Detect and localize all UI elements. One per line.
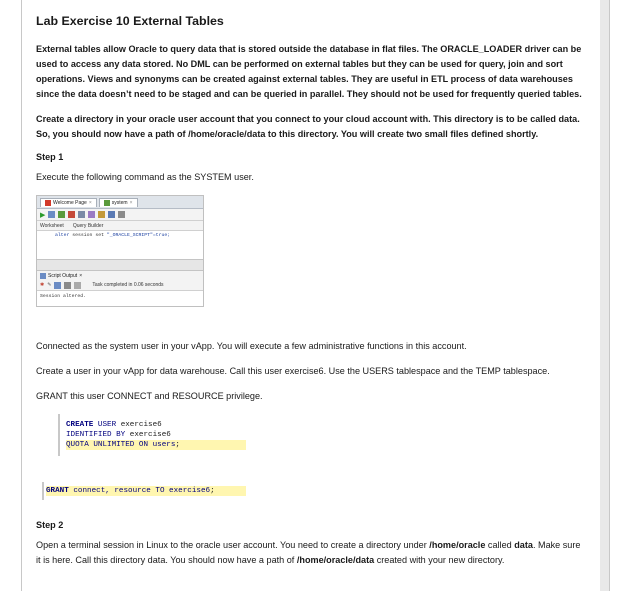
- code-keyword: IDENTIFIED BY: [66, 431, 126, 439]
- document-page: [21, 0, 610, 591]
- task-status: Task completed in 0.06 seconds: [92, 282, 164, 288]
- rollback-icon: [68, 211, 75, 218]
- script-output-tab: [37, 271, 203, 280]
- code-keyword: USER: [93, 421, 117, 429]
- code-line: [66, 430, 246, 440]
- print-icon: [64, 282, 71, 289]
- script-output-icon: [40, 273, 46, 279]
- pane-divider: [37, 259, 203, 271]
- sql-tuning-icon: [98, 211, 105, 218]
- tab-system: [99, 198, 138, 207]
- step1-heading: Step 1: [36, 152, 64, 162]
- sql-developer-screenshot: [36, 195, 204, 307]
- path-home-oracle: /home/oracle: [429, 540, 486, 550]
- step1-text: Execute the following command as the SYSTEM user.: [36, 172, 254, 182]
- save-icon: [54, 282, 61, 289]
- close-icon: ×: [129, 199, 133, 206]
- pencil-icon: ✎: [47, 282, 52, 288]
- code-semicolon: ;: [210, 487, 215, 495]
- worksheet-tabs: [37, 221, 203, 231]
- history-icon: [118, 211, 125, 218]
- code-identifier: users: [148, 441, 176, 449]
- run-script-icon: [48, 211, 55, 218]
- close-icon: ×: [88, 199, 92, 206]
- code-line: [66, 440, 246, 450]
- explain-icon: [78, 211, 85, 218]
- code-keyword: GRANT: [46, 487, 69, 495]
- sql-keyword: alter: [55, 233, 70, 238]
- clear-icon: [74, 282, 81, 289]
- autotrace-icon: [88, 211, 95, 218]
- script-output-label: Script Output: [48, 272, 78, 279]
- commit-icon: [58, 211, 65, 218]
- code-keyword: CREATE: [66, 421, 94, 429]
- tab-welcome-label: Welcome Page: [53, 199, 87, 206]
- pin-icon: ✱: [40, 282, 45, 288]
- path-home-oracle-data: /home/oracle/data: [296, 555, 375, 565]
- step2-paragraph: [36, 538, 584, 568]
- grant-paragraph: GRANT this user CONNECT and RESOURCE privilege.: [36, 391, 263, 401]
- output-toolbar: [37, 280, 203, 291]
- step2-text: Open a terminal session in Linux to the oracle user account. You need to create a directory under: [36, 540, 430, 550]
- grant-code: [42, 482, 246, 500]
- document-content: [36, 14, 584, 578]
- connection-icon: [104, 200, 110, 206]
- tab-welcome-page: [40, 198, 97, 207]
- directory-name: data: [514, 540, 533, 550]
- ide-toolbar: [37, 209, 203, 221]
- code-keyword: QUOTA UNLIMITED ON: [66, 441, 149, 449]
- connected-paragraph: Connected as the system user in your vApp. You will execute a few administrative functions in this account.: [36, 341, 467, 351]
- code-identifier: exercise6: [116, 421, 162, 429]
- script-output: Session altered.: [37, 291, 203, 307]
- step2-heading: Step 2: [36, 520, 64, 530]
- code-identifier: exercise6: [125, 431, 171, 439]
- oracle-icon: [45, 200, 51, 206]
- sql-editor: [37, 231, 203, 259]
- code-semicolon: ;: [175, 441, 180, 449]
- scrollbar[interactable]: [600, 0, 609, 591]
- step2-text: created with your new directory.: [374, 555, 505, 565]
- create-user-code: [58, 414, 246, 456]
- step2-text: called: [485, 540, 515, 550]
- code-line: [66, 420, 246, 430]
- create-user-paragraph: Create a user in your vApp for data warehouse. Call this user exercise6. Use the USERS tablespace and the TEMP tablespace.: [36, 366, 550, 376]
- page-title: Lab Exercise 10 External Tables: [36, 14, 224, 28]
- run-icon: ▶: [40, 211, 46, 219]
- code-keyword: TO: [150, 487, 165, 495]
- close-icon: ×: [79, 272, 83, 279]
- code-text: connect, resource: [68, 487, 151, 495]
- sql-text: session set: [69, 233, 104, 238]
- worksheet-tab: Worksheet: [40, 222, 64, 229]
- directory-paragraph: Create a directory in your oracle user account that you connect to your cloud account with. This directory is to be called data. So, you should now have a path of /home/oracle/data to this directory. You will create two small files defined shortly.: [36, 114, 580, 139]
- format-icon: [108, 211, 115, 218]
- query-builder-tab: Query Builder: [72, 222, 104, 229]
- code-identifier: exercise6: [164, 487, 211, 495]
- tab-system-label: system: [111, 199, 128, 206]
- ide-tab-bar: [37, 196, 203, 209]
- intro-paragraph: External tables allow Oracle to query data that is stored outside the database in flat files. The ORACLE_LOADER driver can be used to access any data stored. No DML can be performed on external tables but they can be used for query, join and sort operations. Views and synonyms can be created against external tables. They are useful in ETL process of data warehouses since the data doesn’t need to be staged and can be queried in parallel. They should not be used for frequently queried tables.: [36, 44, 582, 99]
- step2-text: . Make sure it is here. Call this directory data. You should now have a path of: [36, 540, 581, 565]
- code-line: [46, 486, 246, 496]
- sql-string: "_ORACLE_SCRIPT"=true;: [106, 233, 171, 238]
